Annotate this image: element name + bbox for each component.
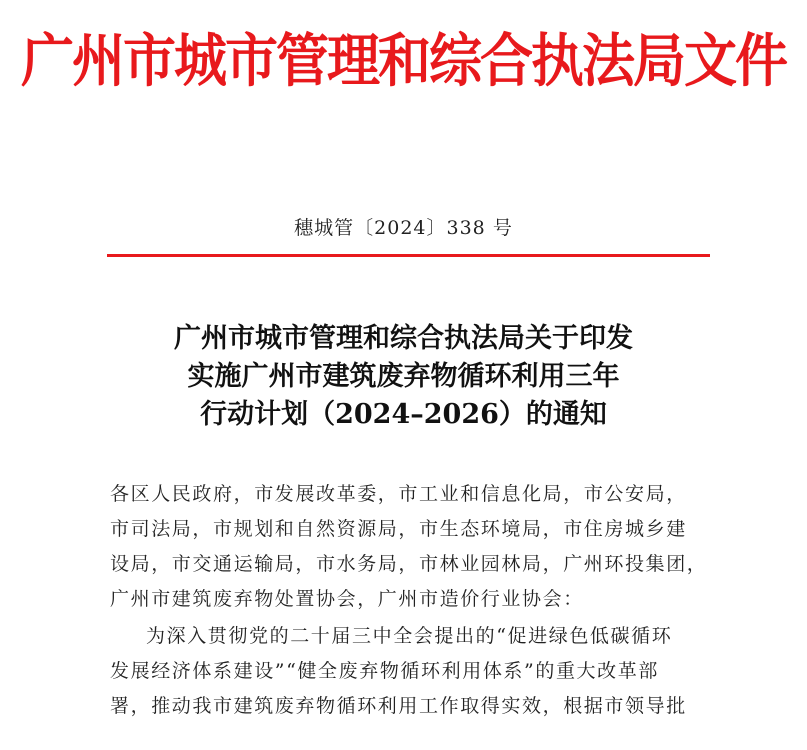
document-header-title: 广州市城市管理和综合执法局文件 bbox=[21, 27, 786, 95]
red-divider-line bbox=[107, 254, 710, 257]
document-number: 穗城管〔2024〕338 号 bbox=[294, 217, 513, 239]
notice-title-line: 广州市城市管理和综合执法局关于印发 bbox=[174, 323, 633, 354]
notice-title bbox=[0, 320, 807, 434]
recipients-line: 各区人民政府，市发展改革委，市工业和信息化局，市公安局， bbox=[110, 483, 687, 505]
recipients-list bbox=[110, 477, 710, 617]
body-paragraph bbox=[110, 619, 710, 724]
body-line: 发展经济体系建设”“健全废弃物循环利用体系”的重大改革部 bbox=[110, 660, 659, 682]
recipients-line: 广州市建筑废弃物处置协会，广州市造价行业协会： bbox=[110, 588, 584, 610]
body-line: 为深入贯彻党的二十届三中全会提出的“促进绿色低碳循环 bbox=[146, 625, 673, 647]
recipients-line: 市司法局，市规划和自然资源局，市生态环境局，市住房城乡建 bbox=[110, 518, 687, 540]
notice-title-line: 行动计划（2024–2026）的通知 bbox=[200, 399, 607, 430]
notice-title-line: 实施广州市建筑废弃物循环利用三年 bbox=[187, 361, 620, 392]
body-line: 署，推动我市建筑废弃物循环利用工作取得实效，根据市领导批 bbox=[110, 695, 687, 717]
recipients-line: 设局，市交通运输局，市水务局，市林业园林局，广州环投集团， bbox=[110, 553, 708, 575]
